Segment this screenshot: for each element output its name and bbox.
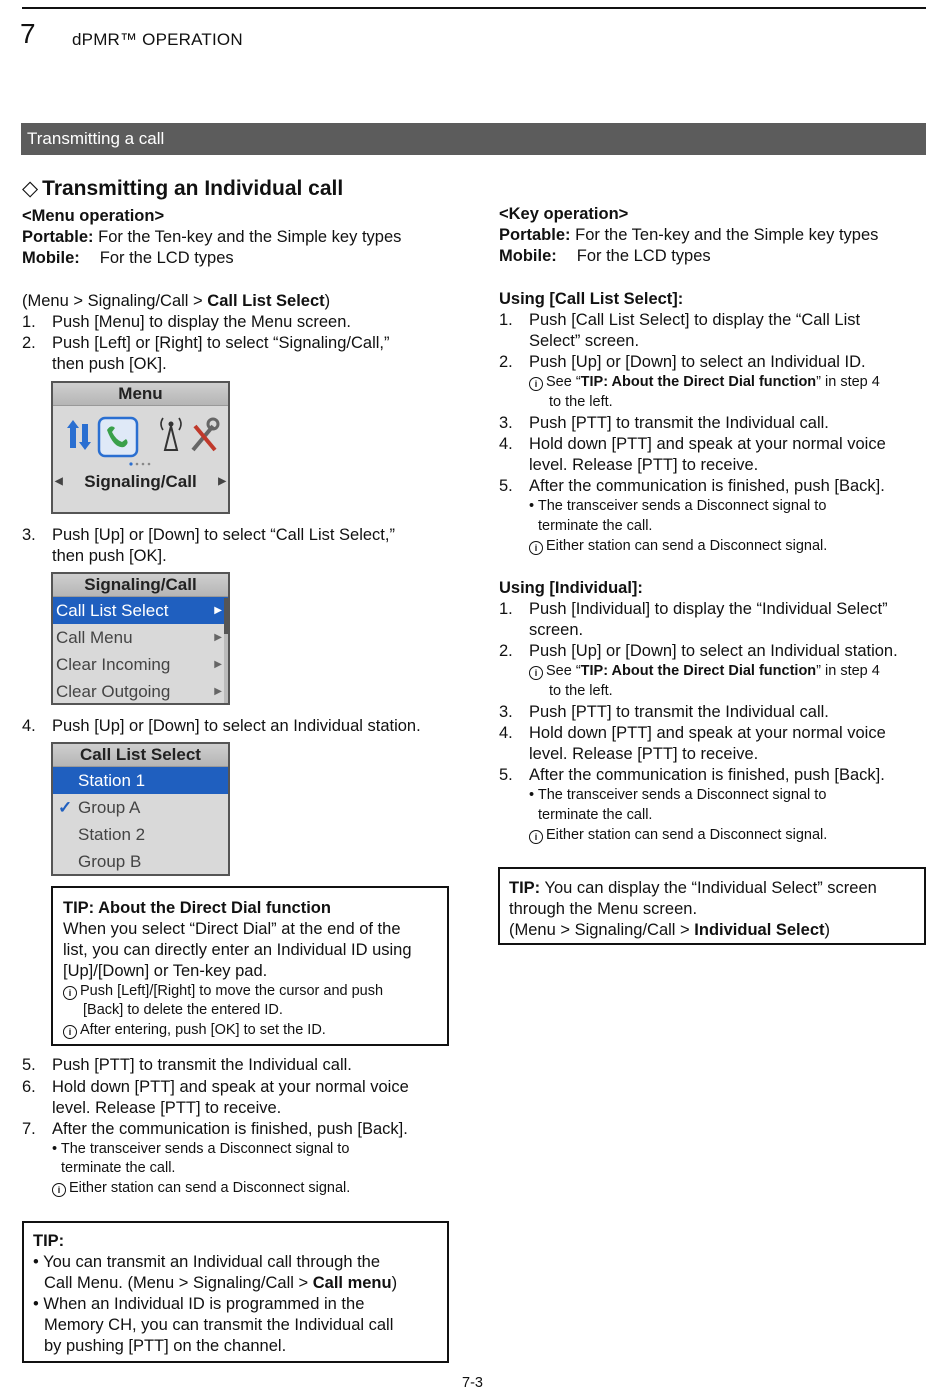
u1-step-5: 5. After the communication is finished, push [Back]. xyxy=(499,477,885,495)
u2-step-4-cont: level. Release [PTT] to receive. xyxy=(529,745,759,763)
u1-step-4: 4. Hold down [PTT] and speak at your normal voice xyxy=(499,435,886,453)
chapter-title: dPMR™ OPERATION xyxy=(72,30,243,49)
step-2-cont: then push [OK]. xyxy=(52,355,167,373)
tip-bullet-cont: by pushing [PTT] on the channel. xyxy=(44,1337,287,1355)
tip-line: [Up]/[Down] or Ten-key pad. xyxy=(63,962,268,980)
step-7-bullet-cont: terminate the call. xyxy=(61,1160,176,1176)
signaling-screen-title: Signaling/Call xyxy=(53,574,228,597)
section-heading: ◇ Transmitting an Individual call xyxy=(22,177,344,200)
diamond-icon: ◇ xyxy=(22,177,39,200)
call-list-select-screen xyxy=(51,742,230,876)
list-item: Station 2 xyxy=(78,825,146,844)
u1-step-2-note: i See “TIP: About the Direct Dial function” in step 4 xyxy=(529,373,880,393)
antenna-icon xyxy=(161,418,181,450)
list-item: Clear Incoming ▶ xyxy=(53,651,228,678)
chevron-right-icon: ▶ xyxy=(214,686,222,697)
checkmark-icon: ✓ xyxy=(58,798,73,817)
signaling-call-screen xyxy=(51,572,230,705)
list-item: ✓ Group A xyxy=(53,794,228,821)
step-5: 5. Push [PTT] to transmit the Individual call. xyxy=(22,1056,352,1074)
menu-screen xyxy=(51,381,230,514)
tip-note: i Push [Left]/[Right] to move the cursor and push xyxy=(63,982,383,1002)
chevron-right-icon: ▶ xyxy=(214,632,222,643)
u2-step-2-note: i See “TIP: About the Direct Dial function” in step 4 xyxy=(529,662,880,682)
using-call-list-select-heading: Using [Call List Select]: xyxy=(499,290,684,308)
tip-bullet: • You can transmit an Individual call through the xyxy=(33,1253,381,1271)
step-3: 3. Push [Up] or [Down] to select “Call List Select,” xyxy=(22,526,395,544)
section-banner: Transmitting a call xyxy=(21,123,926,155)
mobile-line: Mobile: For the LCD types xyxy=(22,249,234,267)
page-dots xyxy=(129,462,150,465)
u2-step-3: 3. Push [PTT] to transmit the Individual call. xyxy=(499,703,829,721)
chevron-right-icon: ▶ xyxy=(214,605,222,616)
info-icon: i xyxy=(529,666,543,680)
step-3-cont: then push [OK]. xyxy=(52,547,167,565)
tip-bullet-cont: Call Menu. (Menu > Signaling/Call > Call menu) xyxy=(44,1274,398,1292)
step-7: 7. After the communication is finished, push [Back]. xyxy=(22,1120,408,1138)
list-item: Station 1 xyxy=(53,767,228,794)
u1-step-5-bullet-cont: terminate the call. xyxy=(538,518,653,534)
step-7-bullet: • The transceiver sends a Disconnect signal to xyxy=(52,1141,350,1157)
u1-step-1: 1. Push [Call List Select] to display the “Call List xyxy=(499,311,861,329)
chapter-number: 7 xyxy=(20,18,36,49)
u2-step-2-note-cont: to the left. xyxy=(549,683,613,699)
tip-title: TIP: xyxy=(33,1232,65,1250)
tip-note: i After entering, push [OK] to set the ID. xyxy=(63,1021,326,1041)
tip-direct-dial-box xyxy=(51,886,449,1046)
tip-title: TIP: About the Direct Dial function xyxy=(63,899,331,917)
menu-operation-title: <Menu operation> xyxy=(22,207,165,225)
u2-step-5-bullet: • The transceiver sends a Disconnect signal to xyxy=(529,787,827,803)
scrollbar xyxy=(224,598,228,703)
info-icon: i xyxy=(529,541,543,555)
tip-line: TIP: You can display the “Individual Select” screen xyxy=(509,879,877,897)
info-icon: i xyxy=(63,1025,77,1039)
chevron-right-icon: ▶ xyxy=(214,659,222,670)
u2-step-1: 1. Push [Individual] to display the “Individual Select” xyxy=(499,600,888,618)
tip-bullet-cont: Memory CH, you can transmit the Individual call xyxy=(44,1316,394,1334)
info-icon: i xyxy=(63,986,77,1000)
u2-step-4: 4. Hold down [PTT] and speak at your normal voice xyxy=(499,724,886,742)
list-item: Call Menu ▶ xyxy=(53,624,228,651)
tip-bullet: • When an Individual ID is programmed in the xyxy=(33,1295,365,1313)
list-item: Call List Select ▶ xyxy=(53,597,228,624)
mobile-line: Mobile: For the LCD types xyxy=(499,247,711,265)
menu-screen-title: Menu xyxy=(53,383,228,406)
list-item: Clear Outgoing ▶ xyxy=(53,678,228,705)
tip-line: When you select “Direct Dial” at the end of the xyxy=(63,920,401,938)
info-icon: i xyxy=(529,830,543,844)
u2-step-5: 5. After the communication is finished, push [Back]. xyxy=(499,766,885,784)
u1-step-5-note: i Either station can send a Disconnect signal. xyxy=(529,537,827,557)
u1-step-2: 2. Push [Up] or [Down] to select an Individual ID. xyxy=(499,353,866,371)
info-icon: i xyxy=(529,377,543,391)
portable-line: Portable: For the Ten-key and the Simple key types xyxy=(499,226,879,244)
step-7-note: i Either station can send a Disconnect signal. xyxy=(52,1179,350,1199)
tip-individual-select-box xyxy=(498,867,926,945)
step-1: 1. Push [Menu] to display the Menu screen. xyxy=(22,313,351,331)
step-6-cont: level. Release [PTT] to receive. xyxy=(52,1099,282,1117)
portable-line: Portable: For the Ten-key and the Simple key types xyxy=(22,228,402,246)
tools-icon xyxy=(193,419,218,450)
top-rule xyxy=(22,7,926,9)
phone-icon xyxy=(99,418,137,456)
using-individual-heading: Using [Individual]: xyxy=(499,579,643,597)
u1-step-1-cont: Select” screen. xyxy=(529,332,640,350)
arrow-left-icon: ◀ xyxy=(55,476,63,487)
step-4: 4. Push [Up] or [Down] to select an Individual station. xyxy=(22,717,421,735)
u2-step-5-bullet-cont: terminate the call. xyxy=(538,807,653,823)
u2-step-1-cont: screen. xyxy=(529,621,584,639)
step-6: 6. Hold down [PTT] and speak at your normal voice xyxy=(22,1078,409,1096)
up-down-icon xyxy=(67,420,91,450)
u1-step-5-bullet: • The transceiver sends a Disconnect signal to xyxy=(529,498,827,514)
tip-note-cont: [Back] to delete the entered ID. xyxy=(83,1002,283,1018)
list-item: Group B xyxy=(78,852,142,871)
u1-step-2-note-cont: to the left. xyxy=(549,394,613,410)
tip-call-menu-box xyxy=(22,1221,449,1363)
info-icon: i xyxy=(52,1183,66,1197)
u2-step-2: 2. Push [Up] or [Down] to select an Individual station. xyxy=(499,642,898,660)
tip-line: list, you can directly enter an Individual ID using xyxy=(63,941,412,959)
menu-path: (Menu > Signaling/Call > Call List Select) xyxy=(22,292,331,310)
tip-line: through the Menu screen. xyxy=(509,900,698,918)
page-number: 7-3 xyxy=(462,1375,483,1391)
call-list-screen-title: Call List Select xyxy=(53,744,228,767)
arrow-right-icon: ▶ xyxy=(218,476,226,487)
step-2: 2. Push [Left] or [Right] to select “Signaling/Call,” xyxy=(22,334,390,352)
key-operation-title: <Key operation> xyxy=(499,205,629,223)
menu-icons xyxy=(53,406,228,468)
tip-line: (Menu > Signaling/Call > Individual Select) xyxy=(509,921,830,939)
u1-step-4-cont: level. Release [PTT] to receive. xyxy=(529,456,759,474)
u2-step-5-note: i Either station can send a Disconnect signal. xyxy=(529,826,827,846)
u1-step-3: 3. Push [PTT] to transmit the Individual call. xyxy=(499,414,829,432)
menu-selected-item: ◀ Signaling/Call ▶ xyxy=(53,468,228,508)
